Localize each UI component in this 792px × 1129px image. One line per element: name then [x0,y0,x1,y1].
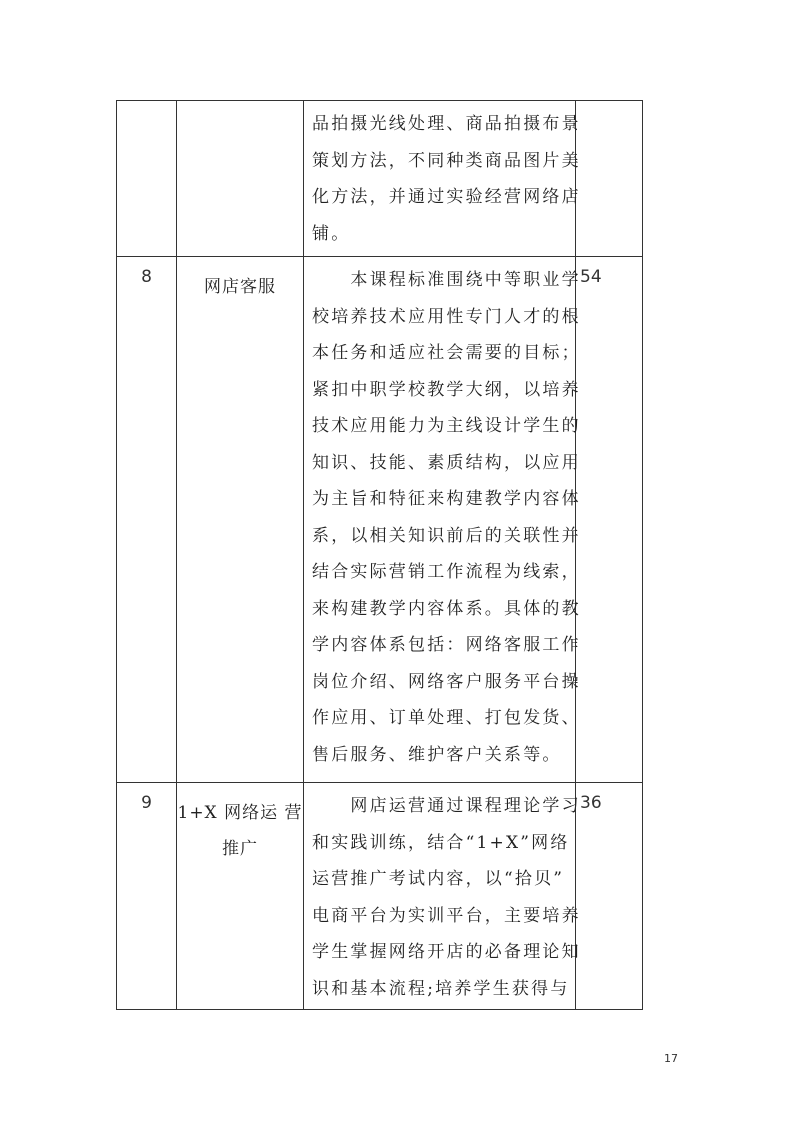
table-row [117,783,643,1010]
description-line: 为主旨和特征来构建教学内容体 [312,489,581,509]
description-line: 和实践训练，结合“1+X”网络 [312,832,570,853]
course-hours: 54 [576,257,643,783]
description-line: 本任务和适应社会需要的目标； [312,343,581,363]
description-line: 紧扣中职学校教学大纲，以培养 [312,379,581,400]
description-line: 知识、技能、素质结构，以应用 [312,452,581,473]
course-name [177,257,304,783]
description-line: 策划方法，不同种类商品图片美 [312,150,581,171]
description-line: 来构建教学内容体系。具体的教 [312,598,581,619]
description-line: 识和基本流程;培养学生获得与 [312,978,570,999]
description-line: 学生掌握网络开店的必备理论知 [312,942,581,962]
description-line: 系，以相关知识前后的关联性并 [312,525,581,546]
description-line: 运营推广考试内容，以“拾贝” [312,869,565,889]
course-name-line: 网店客服 [204,277,276,297]
description-line: 网店运营通过课程理论学习 [312,796,581,816]
table-row [117,101,643,257]
course-description [304,783,581,1010]
course-name-line: 营推广 [222,803,303,859]
course-hours [576,101,643,257]
description-line: 岗位介绍、网络客户服务平台操 [312,671,581,692]
row-number: 8 [117,257,177,783]
row-number [117,101,177,257]
description-line: 作应用、订单处理、打包发货、 [312,708,581,728]
description-line: 校培养技术应用性专门人才的根 [312,306,581,327]
course-hours: 36 [576,783,643,1010]
course-table [116,100,643,1010]
description-line: 化方法，并通过实验经营网络店 [312,187,581,207]
page-number: 17 [664,1052,678,1065]
description-line: 铺。 [312,223,351,244]
description-line: 电商平台为实训平台，主要培养 [312,905,581,926]
description-line: 售后服务、维护客户关系等。 [312,744,562,765]
description-line: 技术应用能力为主线设计学生的 [312,416,581,436]
course-description [304,257,581,783]
row-number: 9 [117,783,177,1010]
course-description [304,101,581,257]
course-name-line: 1+X 网络运 [177,803,279,823]
description-line: 本课程标准围绕中等职业学 [312,270,581,290]
description-line: 结合实际营销工作流程为线索， [312,562,581,582]
course-name [177,101,304,257]
course-name [177,783,304,1010]
description-line: 学内容体系包括：网络客服工作 [312,635,581,655]
table-row [117,257,643,783]
description-line: 品拍摄光线处理、商品拍摄布景 [312,114,581,134]
